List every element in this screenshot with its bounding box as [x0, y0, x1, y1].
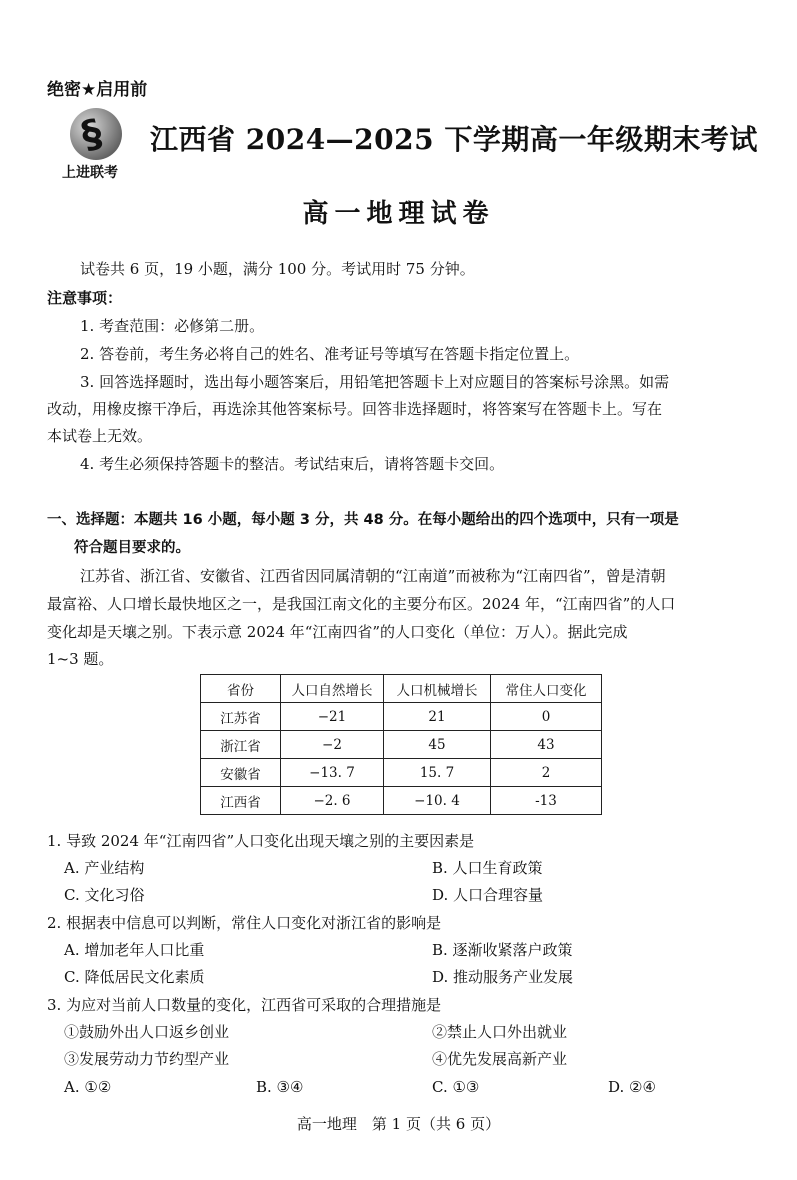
table-row	[201, 731, 602, 759]
question-2-stem: 2. 根据表中信息可以判断，常住人口变化对浙江省的影响是	[47, 914, 442, 932]
question-2-option-d[interactable]: D. 推动服务产业发展	[432, 968, 574, 986]
note-3-line-1: 3. 回答选择题时，选出每小题答案后，用铅笔把答题卡上对应题目的答案标号涂黑。如需	[80, 373, 670, 391]
table-cell: 江苏省	[201, 703, 281, 731]
confidential-label: 绝密★启用前	[47, 80, 148, 100]
question-2-option-a[interactable]: A. 增加老年人口比重	[64, 941, 205, 959]
passage-line-4: 1~3 题。	[47, 650, 114, 668]
question-1-option-d[interactable]: D. 人口合理容量	[432, 886, 544, 904]
passage-line-2: 最富裕、人口增长最快地区之一，是我国江南文化的主要分布区。2024 年，“江南四省”的人口	[47, 595, 676, 613]
question-2-option-b[interactable]: B. 逐渐收紧落户政策	[432, 941, 573, 959]
question-3-stem: 3. 为应对当前人口数量的变化，江西省可采取的合理措施是	[47, 996, 442, 1014]
table-cell: 21	[384, 703, 491, 731]
note-4: 4. 考生必须保持答题卡的整洁。考试结束后，请将答题卡交回。	[80, 455, 505, 473]
table-cell: -13	[491, 787, 602, 815]
table-cell: −21	[281, 703, 384, 731]
table-row	[201, 703, 602, 731]
exam-logo	[62, 108, 132, 184]
question-1-option-b[interactable]: B. 人口生育政策	[432, 859, 543, 877]
question-3-option-d[interactable]: D. ②④	[608, 1078, 656, 1096]
table-cell: 45	[384, 731, 491, 759]
section-heading-line-2: 符合题目要求的。	[74, 540, 190, 556]
table-cell: 15. 7	[384, 759, 491, 787]
question-1-stem: 1. 导致 2024 年“江南四省”人口变化出现天壤之别的主要因素是	[47, 832, 475, 850]
logo-text: 上进联考	[62, 165, 118, 181]
table-header: 省份	[201, 675, 281, 703]
page-footer: 高一地理 第 1 页（共 6 页）	[296, 1115, 501, 1133]
question-3-option-b[interactable]: B. ③④	[256, 1078, 304, 1096]
subject-title: 高一地理试卷	[302, 199, 495, 229]
question-2-option-c[interactable]: C. 降低居民文化素质	[64, 968, 205, 986]
logo-swirl-icon: §	[76, 110, 107, 158]
note-3-line-2: 改动，用橡皮擦干净后，再选涂其他答案标号。回答非选择题时，将答案写在答题卡上。写在	[47, 400, 663, 418]
question-3-statement-1: ①鼓励外出人口返乡创业	[64, 1023, 230, 1041]
section-heading-line-1: 一、选择题：本题共 16 小题，每小题 3 分，共 48 分。在每小题给出的四个选项中，只有一项是	[47, 512, 679, 528]
table-cell: −13. 7	[281, 759, 384, 787]
table-cell: −10. 4	[384, 787, 491, 815]
table-cell: 安徽省	[201, 759, 281, 787]
table-header-row	[201, 675, 602, 703]
question-3-statement-2: ②禁止人口外出就业	[432, 1023, 568, 1041]
exam-title: 江西省 2024—2025 下学期高一年级期末考试	[150, 123, 758, 156]
question-1-option-c[interactable]: C. 文化习俗	[64, 886, 145, 904]
table-cell: 江西省	[201, 787, 281, 815]
question-3-statement-4: ④优先发展高新产业	[432, 1050, 568, 1068]
question-1-option-a[interactable]: A. 产业结构	[64, 859, 145, 877]
table-header: 人口机械增长	[384, 675, 491, 703]
table-header: 人口自然增长	[281, 675, 384, 703]
note-3-line-3: 本试卷上无效。	[47, 427, 153, 445]
note-1: 1. 考查范围：必修第二册。	[80, 317, 265, 335]
table-cell: 浙江省	[201, 731, 281, 759]
note-2: 2. 答卷前，考生务必将自己的姓名、准考证号等填写在答题卡指定位置上。	[80, 345, 580, 363]
table-header: 常住人口变化	[491, 675, 602, 703]
notes-heading: 注意事项：	[47, 289, 123, 307]
passage-line-1: 江苏省、浙江省、安徽省、江西省因同属清朝的“江南道”而被称为“江南四省”，曾是清朝	[80, 567, 666, 585]
exam-intro: 试卷共 6 页，19 小题，满分 100 分。考试用时 75 分钟。	[80, 260, 475, 278]
table-cell: 0	[491, 703, 602, 731]
question-3-statement-3: ③发展劳动力节约型产业	[64, 1050, 230, 1068]
table-cell: −2	[281, 731, 384, 759]
table-cell: 43	[491, 731, 602, 759]
table-row	[201, 759, 602, 787]
table-row	[201, 787, 602, 815]
population-table	[200, 674, 602, 815]
passage-line-3: 变化却是天壤之别。下表示意 2024 年“江南四省”的人口变化（单位：万人）。据此完成	[47, 623, 628, 641]
question-3-option-a[interactable]: A. ①②	[64, 1078, 112, 1096]
table-cell: −2. 6	[281, 787, 384, 815]
table-cell: 2	[491, 759, 602, 787]
question-3-option-c[interactable]: C. ①③	[432, 1078, 480, 1096]
